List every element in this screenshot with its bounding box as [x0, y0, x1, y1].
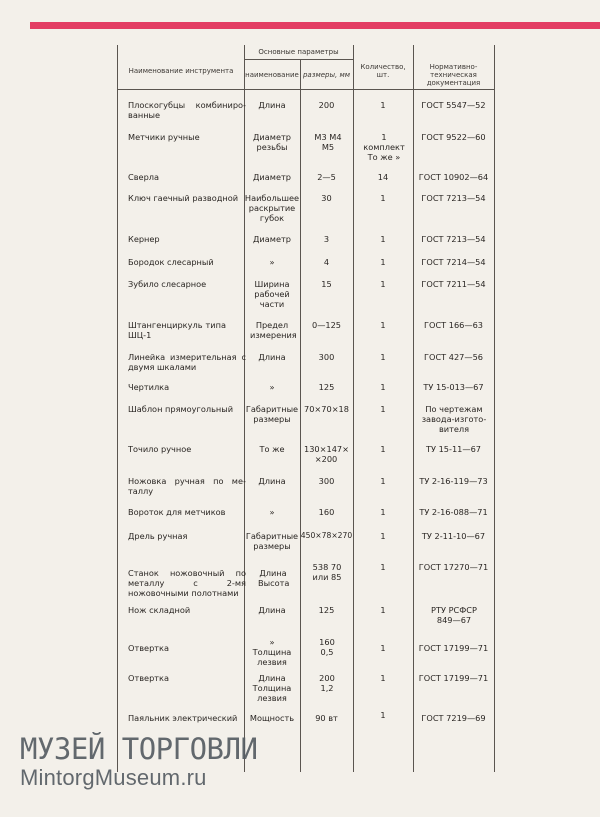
param-name: То же [259, 444, 285, 454]
param-name: Диаметр [253, 172, 291, 182]
standard-doc: ТУ 15-11—67 [426, 444, 481, 454]
param-name: Длина [258, 605, 286, 615]
standard-doc: ГОСТ 5547—52 [421, 100, 486, 110]
standard-doc: ГОСТ 17199—71 [418, 643, 489, 653]
param-size: 160 [318, 507, 335, 517]
quantity: 14 [377, 172, 389, 182]
quantity: 1 [380, 531, 386, 541]
standard-doc: По чертежам завода-изготовителя [421, 404, 487, 434]
tool-name: Отвертка [128, 673, 170, 683]
quantity: 1 [380, 382, 386, 392]
param-size: 3 [323, 234, 330, 244]
param-name: Длина [258, 100, 286, 110]
param-size: 90 вт [315, 713, 338, 723]
standard-doc: ГОСТ 10902—64 [418, 172, 489, 182]
quantity: 1 [380, 710, 386, 720]
standard-doc: ГОСТ 17270—71 [418, 562, 489, 572]
quantity: 1 [380, 507, 386, 517]
tool-name: Зубило слесарное [128, 279, 207, 289]
standard-doc: ГОСТ 7213—54 [421, 234, 486, 244]
quantity: 1 [380, 444, 386, 454]
tool-name: Штангенциркуль типа ШЦ-1 [128, 320, 226, 340]
param-name: Предел измерения [250, 320, 297, 340]
quantity: 1 [380, 605, 386, 615]
watermark-title: МУЗЕЙ ТОРГОВЛИ [20, 732, 258, 766]
standard-doc: ГОСТ 166—63 [424, 320, 483, 330]
tool-name: Ключ гаечный разводной [128, 193, 239, 203]
tool-name: Линейка измерительная с двумя шкалами [128, 352, 246, 372]
standard-doc: ТУ 2-16-088—71 [419, 507, 488, 517]
param-name: Длина [258, 476, 286, 486]
header-divider-params [244, 59, 353, 60]
tool-name: Плоскогубцы комбинированные [128, 100, 246, 120]
param-name: Наибольшее раскрытие губок [244, 193, 300, 223]
header-bottom-line [118, 89, 494, 90]
museum-watermark [20, 733, 340, 791]
header-qty: Количество, шт. [360, 63, 406, 79]
param-size: 70×70×18 [304, 404, 349, 414]
tool-name: Метчики ручные [128, 132, 200, 142]
top-color-bar [30, 22, 600, 29]
param-size: 2—5 [317, 172, 336, 182]
param-name: » [269, 382, 275, 392]
param-size: 200 [318, 100, 335, 110]
param-name: Габаритные размеры [245, 531, 299, 551]
quantity: 1 [380, 257, 386, 267]
param-size: 538 70 или 85 [312, 562, 342, 582]
header-param-size: размеры, мм [302, 71, 351, 79]
param-size: 15 [321, 279, 332, 289]
param-name: Длина [258, 352, 286, 362]
param-size: 130×147× ×200 [304, 444, 349, 464]
standard-doc: ГОСТ 7213—54 [421, 193, 486, 203]
quantity: 1 [380, 562, 386, 572]
quantity: 1 [380, 320, 386, 330]
tool-name: Паяльник электрический [128, 713, 238, 723]
tool-name: Дрель ручная [128, 531, 188, 541]
tool-name: Вороток для метчиков [128, 507, 226, 517]
tool-name: Станок ножовочный по металлу с 2-мя ножовочными полотнами [128, 568, 246, 598]
standard-doc: ГОСТ 7211—54 [421, 279, 486, 289]
quantity: 1 [380, 673, 386, 683]
tool-name: Нож складной [128, 605, 191, 615]
header-doc: Нормативно-техническая документация [426, 63, 481, 87]
standard-doc: ТУ 2-11-10—67 [421, 531, 486, 541]
param-name: Диаметр резьбы [253, 132, 291, 152]
quantity: 1 [380, 279, 386, 289]
param-name: Длина Высота [258, 568, 290, 588]
quantity: 1 [380, 100, 386, 110]
tool-name: Кернер [128, 234, 160, 244]
instrument-table [117, 45, 495, 772]
quantity: 1 комплект То же » [363, 132, 405, 162]
param-name: Диаметр [253, 234, 291, 244]
param-size: 30 [321, 193, 332, 203]
param-size: 300 [318, 476, 335, 486]
tool-name: Сверла [128, 172, 160, 182]
tool-name: Чертилка [128, 382, 170, 392]
param-size: 300 [318, 352, 335, 362]
tool-name: Бородок слесарный [128, 257, 214, 267]
header-param-name: наименование [245, 71, 299, 79]
standard-doc: ГОСТ 7219—69 [421, 713, 486, 723]
param-size: М3 М4 М5 [314, 132, 342, 152]
header-name: Наименование инструмента [128, 67, 234, 75]
standard-doc: ГОСТ 9522—60 [421, 132, 486, 142]
standard-doc: ГОСТ 17199—71 [418, 673, 489, 683]
quantity: 1 [380, 234, 386, 244]
header-main-params: Основные параметры [258, 48, 339, 56]
param-size: 450×78×270 [300, 531, 353, 540]
standard-doc: ТУ 15-013—67 [423, 382, 484, 392]
watermark-site: MintorgMuseum.ru [20, 765, 207, 790]
param-name: Ширина рабочей части [254, 279, 290, 309]
param-size: 0—125 [311, 320, 342, 330]
quantity: 1 [380, 643, 386, 653]
column-divider-2 [300, 59, 301, 772]
tool-name: Отвертка [128, 643, 170, 653]
param-name: Габаритные размеры [245, 404, 299, 424]
tool-name: Точило ручное [128, 444, 192, 454]
param-name: Длина Толщина лезвия [252, 673, 292, 703]
standard-doc: РТУ РСФСР 849—67 [431, 605, 477, 625]
quantity: 1 [380, 476, 386, 486]
param-size: 125 [318, 605, 335, 615]
standard-doc: ГОСТ 7214—54 [421, 257, 486, 267]
column-divider-4 [413, 45, 414, 772]
quantity: 1 [380, 193, 386, 203]
quantity: 1 [380, 352, 386, 362]
param-name: » [269, 257, 275, 267]
standard-doc: ТУ 2-16-119—73 [419, 476, 488, 486]
tool-name: Шаблон прямоугольный [128, 404, 234, 414]
param-size: 125 [318, 382, 335, 392]
quantity: 1 [380, 404, 386, 414]
param-name: Мощность [249, 713, 295, 723]
param-size: 200 1,2 [319, 673, 335, 693]
param-size: 160 0,5 [319, 637, 335, 657]
param-size: 4 [323, 257, 330, 267]
param-name: » Толщина лезвия [252, 637, 292, 667]
param-name: » [269, 507, 275, 517]
standard-doc: ГОСТ 427—56 [424, 352, 483, 362]
tool-name: Ножовка ручная по металлу [128, 476, 246, 496]
